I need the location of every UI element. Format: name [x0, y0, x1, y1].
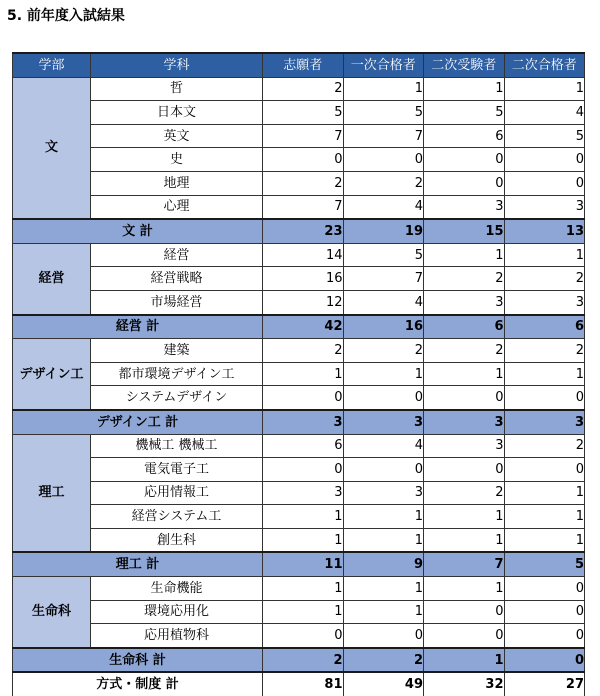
applicants-cell: 1	[263, 600, 344, 624]
first-pass-cell: 1	[343, 600, 424, 624]
applicants-cell: 0	[263, 148, 344, 172]
second-exam-cell: 1	[424, 528, 505, 552]
subtotal-label: 文 計	[13, 219, 263, 243]
subtotal-first-pass: 2	[343, 648, 424, 673]
applicants-cell: 0	[263, 458, 344, 482]
subtotal-label: 経営 計	[13, 315, 263, 339]
applicants-cell: 0	[263, 386, 344, 410]
subtotal-first-pass: 16	[343, 315, 424, 339]
second-exam-cell: 6	[424, 124, 505, 148]
subject-cell: 環境応用化	[91, 600, 263, 624]
total-first-pass: 49	[343, 672, 424, 696]
first-pass-cell: 4	[343, 290, 424, 314]
results-table	[12, 52, 585, 696]
table-row	[13, 171, 585, 195]
header-row	[13, 53, 585, 77]
applicants-cell: 7	[263, 195, 344, 219]
total-second-exam: 32	[424, 672, 505, 696]
first-pass-cell: 0	[343, 458, 424, 482]
dept-cell: 理工	[13, 434, 91, 552]
subtotal-second-pass: 6	[504, 315, 585, 339]
second-pass-cell: 1	[504, 362, 585, 386]
second-exam-cell: 0	[424, 458, 505, 482]
table-row	[13, 77, 585, 101]
subject-cell: 機械工 機械工	[91, 434, 263, 458]
applicants-cell: 6	[263, 434, 344, 458]
second-pass-cell: 1	[504, 77, 585, 101]
second-pass-cell: 0	[504, 624, 585, 648]
subtotal-second-exam: 7	[424, 552, 505, 576]
subject-cell: 応用植物科	[91, 624, 263, 648]
second-pass-cell: 0	[504, 386, 585, 410]
subtotal-applicants: 23	[263, 219, 344, 243]
header-dept: 学部	[13, 53, 91, 77]
second-exam-cell: 3	[424, 290, 505, 314]
subtotal-applicants: 2	[263, 648, 344, 673]
first-pass-cell: 1	[343, 505, 424, 529]
second-pass-cell: 1	[504, 243, 585, 267]
subtotal-second-exam: 3	[424, 410, 505, 434]
subtotal-row	[13, 410, 585, 434]
applicants-cell: 7	[263, 124, 344, 148]
first-pass-cell: 0	[343, 148, 424, 172]
applicants-cell: 12	[263, 290, 344, 314]
total-second-pass: 27	[504, 672, 585, 696]
subject-cell: 英文	[91, 124, 263, 148]
grand-total-row	[13, 672, 585, 696]
first-pass-cell: 7	[343, 267, 424, 291]
applicants-cell: 1	[263, 528, 344, 552]
table-row	[13, 386, 585, 410]
applicants-cell: 3	[263, 481, 344, 505]
second-pass-cell: 0	[504, 171, 585, 195]
subject-cell: 経営	[91, 243, 263, 267]
second-exam-cell: 1	[424, 77, 505, 101]
total-applicants: 81	[263, 672, 344, 696]
header-first-pass: 一次合格者	[343, 53, 424, 77]
table-row	[13, 505, 585, 529]
table-row	[13, 243, 585, 267]
subtotal-second-pass: 0	[504, 648, 585, 673]
first-pass-cell: 1	[343, 528, 424, 552]
subject-cell: 建築	[91, 339, 263, 363]
first-pass-cell: 3	[343, 481, 424, 505]
table-row	[13, 267, 585, 291]
first-pass-cell: 4	[343, 195, 424, 219]
second-exam-cell: 3	[424, 195, 505, 219]
subject-cell: 日本文	[91, 101, 263, 125]
subtotal-first-pass: 9	[343, 552, 424, 576]
second-exam-cell: 1	[424, 243, 505, 267]
subject-cell: 地理	[91, 171, 263, 195]
second-pass-cell: 0	[504, 577, 585, 601]
subtotal-second-exam: 15	[424, 219, 505, 243]
table-row	[13, 577, 585, 601]
applicants-cell: 1	[263, 577, 344, 601]
table-row	[13, 339, 585, 363]
subtotal-applicants: 11	[263, 552, 344, 576]
first-pass-cell: 0	[343, 624, 424, 648]
applicants-cell: 5	[263, 101, 344, 125]
second-exam-cell: 0	[424, 148, 505, 172]
header-second-pass: 二次合格者	[504, 53, 585, 77]
table-row	[13, 434, 585, 458]
subject-cell: 経営戦略	[91, 267, 263, 291]
first-pass-cell: 1	[343, 77, 424, 101]
applicants-cell: 0	[263, 624, 344, 648]
subtotal-second-exam: 1	[424, 648, 505, 673]
second-exam-cell: 0	[424, 600, 505, 624]
applicants-cell: 14	[263, 243, 344, 267]
subject-cell: システムデザイン	[91, 386, 263, 410]
applicants-cell: 1	[263, 362, 344, 386]
applicants-cell: 2	[263, 77, 344, 101]
second-pass-cell: 2	[504, 339, 585, 363]
second-pass-cell: 3	[504, 290, 585, 314]
subtotal-first-pass: 3	[343, 410, 424, 434]
subtotal-row	[13, 648, 585, 673]
second-exam-cell: 1	[424, 577, 505, 601]
table-row	[13, 290, 585, 314]
second-exam-cell: 5	[424, 101, 505, 125]
second-exam-cell: 1	[424, 362, 505, 386]
second-pass-cell: 0	[504, 458, 585, 482]
second-exam-cell: 0	[424, 171, 505, 195]
subtotal-row	[13, 315, 585, 339]
subtotal-label: 生命科 計	[13, 648, 263, 673]
dept-cell: 生命科	[13, 577, 91, 648]
subject-cell: 哲	[91, 77, 263, 101]
second-exam-cell: 3	[424, 434, 505, 458]
second-pass-cell: 5	[504, 124, 585, 148]
table-row	[13, 458, 585, 482]
subtotal-second-pass: 5	[504, 552, 585, 576]
second-pass-cell: 1	[504, 528, 585, 552]
table-row	[13, 101, 585, 125]
first-pass-cell: 0	[343, 386, 424, 410]
table-row	[13, 362, 585, 386]
first-pass-cell: 4	[343, 434, 424, 458]
first-pass-cell: 5	[343, 243, 424, 267]
second-exam-cell: 0	[424, 624, 505, 648]
grand-total-label: 方式・制度 計	[13, 672, 263, 696]
subtotal-applicants: 42	[263, 315, 344, 339]
second-pass-cell: 0	[504, 600, 585, 624]
subtotal-second-pass: 13	[504, 219, 585, 243]
header-second-exam: 二次受験者	[424, 53, 505, 77]
dept-cell: 文	[13, 77, 91, 219]
subtotal-row	[13, 552, 585, 576]
first-pass-cell: 1	[343, 362, 424, 386]
table-row	[13, 481, 585, 505]
table-row	[13, 528, 585, 552]
first-pass-cell: 7	[343, 124, 424, 148]
subtotal-label: 理工 計	[13, 552, 263, 576]
subtotal-second-pass: 3	[504, 410, 585, 434]
subtotal-applicants: 3	[263, 410, 344, 434]
subject-cell: 創生科	[91, 528, 263, 552]
first-pass-cell: 2	[343, 339, 424, 363]
dept-cell: 経営	[13, 243, 91, 314]
second-exam-cell: 2	[424, 339, 505, 363]
page-title: 5. 前年度入試結果	[7, 8, 125, 24]
second-pass-cell: 2	[504, 267, 585, 291]
subject-cell: 都市環境デザイン工	[91, 362, 263, 386]
first-pass-cell: 2	[343, 171, 424, 195]
subject-cell: 心理	[91, 195, 263, 219]
second-pass-cell: 4	[504, 101, 585, 125]
second-exam-cell: 0	[424, 386, 505, 410]
second-exam-cell: 2	[424, 481, 505, 505]
subtotal-second-exam: 6	[424, 315, 505, 339]
applicants-cell: 2	[263, 339, 344, 363]
second-pass-cell: 1	[504, 481, 585, 505]
applicants-cell: 1	[263, 505, 344, 529]
second-exam-cell: 1	[424, 505, 505, 529]
header-applicants: 志願者	[263, 53, 344, 77]
applicants-cell: 2	[263, 171, 344, 195]
second-pass-cell: 0	[504, 148, 585, 172]
subject-cell: 生命機能	[91, 577, 263, 601]
header-subject: 学科	[91, 53, 263, 77]
table-row	[13, 600, 585, 624]
subject-cell: 史	[91, 148, 263, 172]
first-pass-cell: 1	[343, 577, 424, 601]
second-pass-cell: 3	[504, 195, 585, 219]
subject-cell: 市場経営	[91, 290, 263, 314]
subject-cell: 応用情報工	[91, 481, 263, 505]
applicants-cell: 16	[263, 267, 344, 291]
table-row	[13, 195, 585, 219]
first-pass-cell: 5	[343, 101, 424, 125]
dept-cell: デザイン工	[13, 339, 91, 410]
subject-cell: 電気電子工	[91, 458, 263, 482]
table-row	[13, 124, 585, 148]
subtotal-row	[13, 219, 585, 243]
table-row	[13, 624, 585, 648]
table-row	[13, 148, 585, 172]
subtotal-label: デザイン工 計	[13, 410, 263, 434]
second-pass-cell: 1	[504, 505, 585, 529]
second-pass-cell: 2	[504, 434, 585, 458]
second-exam-cell: 2	[424, 267, 505, 291]
subject-cell: 経営システム工	[91, 505, 263, 529]
subtotal-first-pass: 19	[343, 219, 424, 243]
